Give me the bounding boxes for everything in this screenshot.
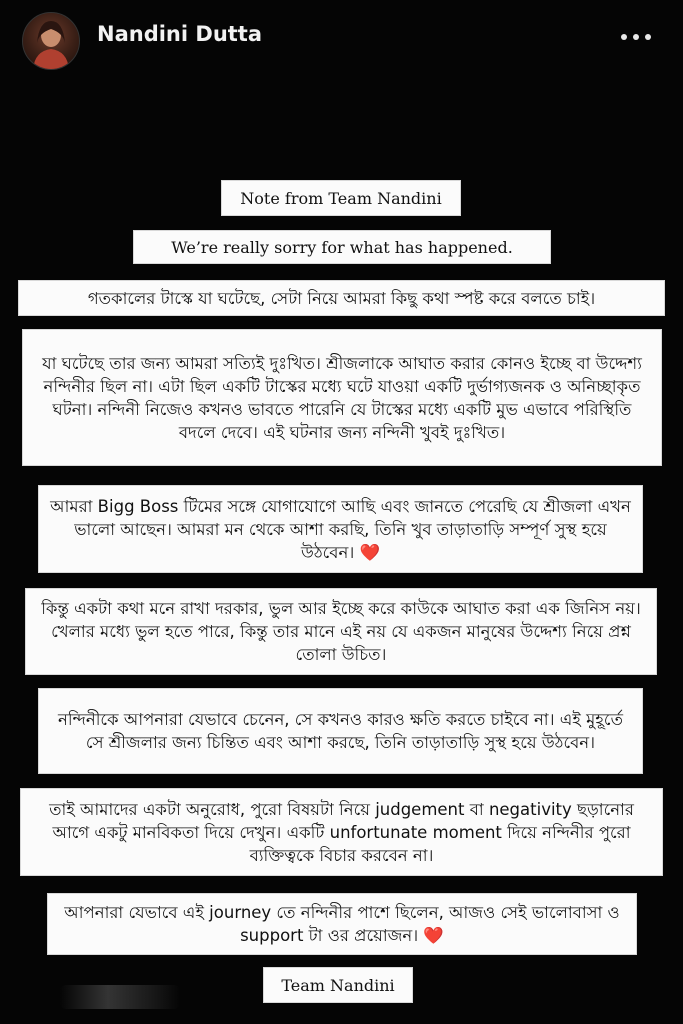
note-heading: Note from Team Nandini <box>240 188 442 208</box>
paragraph-7-wrap <box>48 901 636 947</box>
paragraph-5-box <box>38 688 643 774</box>
avatar[interactable] <box>22 12 80 70</box>
paragraph-5: নন্দিনীকে আপনারা যেভাবে চেনেন, সে কখনও কারও ক্ষতি করতে চাইবে না। এই মুহূর্তে সে শ্রীজলার জন্য চিন্তিত এবং আশা করছে, তিনি তাড়াতাড়ি সুস্থ হয়ে উঠবেন। <box>58 710 623 752</box>
paragraph-3-box <box>38 485 643 573</box>
paragraph-7: আপনারা যেভাবে এই journey তে নন্দিনীর পাশে ছিলেন, আজও সেই ভালোবাসা ও support টা ওর প্রয়োজন। <box>64 903 620 945</box>
apology-text: We’re really sorry for what has happened. <box>171 237 513 257</box>
note-heading-box <box>221 180 461 216</box>
apology-box <box>133 230 551 264</box>
heart-icon: ❤️ <box>423 926 444 945</box>
signoff: Team Nandini <box>281 975 395 995</box>
paragraph-4: কিন্তু একটা কথা মনে রাখা দরকার, ভুল আর ইচ্ছে করে কাউকে আঘাত করা এক জিনিস নয়। খেলার মধ্যে ভুল হতে পারে, কিন্তু তার মানে এই নয় যে একজন মানুষের উদ্দেশ্য নিয়ে প্রশ্ন তোলা উচিত। <box>41 599 641 664</box>
paragraph-2-box <box>22 329 662 466</box>
paragraph-6-box <box>20 788 663 876</box>
username[interactable]: Nandini Dutta <box>97 22 263 46</box>
profile-photo <box>23 13 79 69</box>
paragraph-6: তাই আমাদের একটা অনুরোধ, পুরো বিষয়টা নিয়ে judgement বা negativity ছড়ানোর আগে একটু মানবিকতা দিয়ে দেখুন। একটি unfortunate moment দিয়ে নন্দিনীর পুরো ব্যক্তিত্বকে বিচার করবেন না। <box>49 799 634 865</box>
paragraph-4-box <box>25 588 657 675</box>
paragraph-1-box <box>18 280 665 316</box>
signoff-box <box>263 967 413 1003</box>
blurred-overlay <box>60 985 180 1009</box>
paragraph-2: যা ঘটেছে তার জন্য আমরা সত্যিই দুঃখিত। শ্রীজলাকে আঘাত করার কোনও ইচ্ছে বা উদ্দেশ্য নন্দিনীর ছিল না। এটা ছিল একটি টাস্কের মধ্যে ঘটে যাওয়া একটি দুর্ভাগ্যজনক ও অনিচ্ছাকৃত ঘটনা। নন্দিনী নিজেও কখনও ভাবতে পারেনি যে টাস্কের মধ্যে একটি মুভ এভাবে পরিস্থিতি বদলে দেবে। এই ঘটনার জন্য নন্দিনী খুবই দুঃখিত। <box>42 353 642 442</box>
paragraph-7-box <box>47 893 637 955</box>
paragraph-3-wrap <box>39 495 642 564</box>
more-options-icon[interactable] <box>614 22 658 52</box>
heart-icon: ❤️ <box>359 542 381 562</box>
post-header <box>0 0 683 78</box>
paragraph-3: আমরা Bigg Boss টিমের সঙ্গে যোগাযোগে আছি এবং জানতে পেরেছি যে শ্রীজলা এখন ভালো আছেন। আমরা মন থেকে আশা করছি, তিনি খুব তাড়াতাড়ি সম্পূর্ণ সুস্থ হয়ে উঠবেন। <box>50 496 631 562</box>
paragraph-1: গতকালের টাস্কে যা ঘটেছে, সেটা নিয়ে আমরা কিছু কথা স্পষ্ট করে বলতে চাই। <box>87 288 596 308</box>
